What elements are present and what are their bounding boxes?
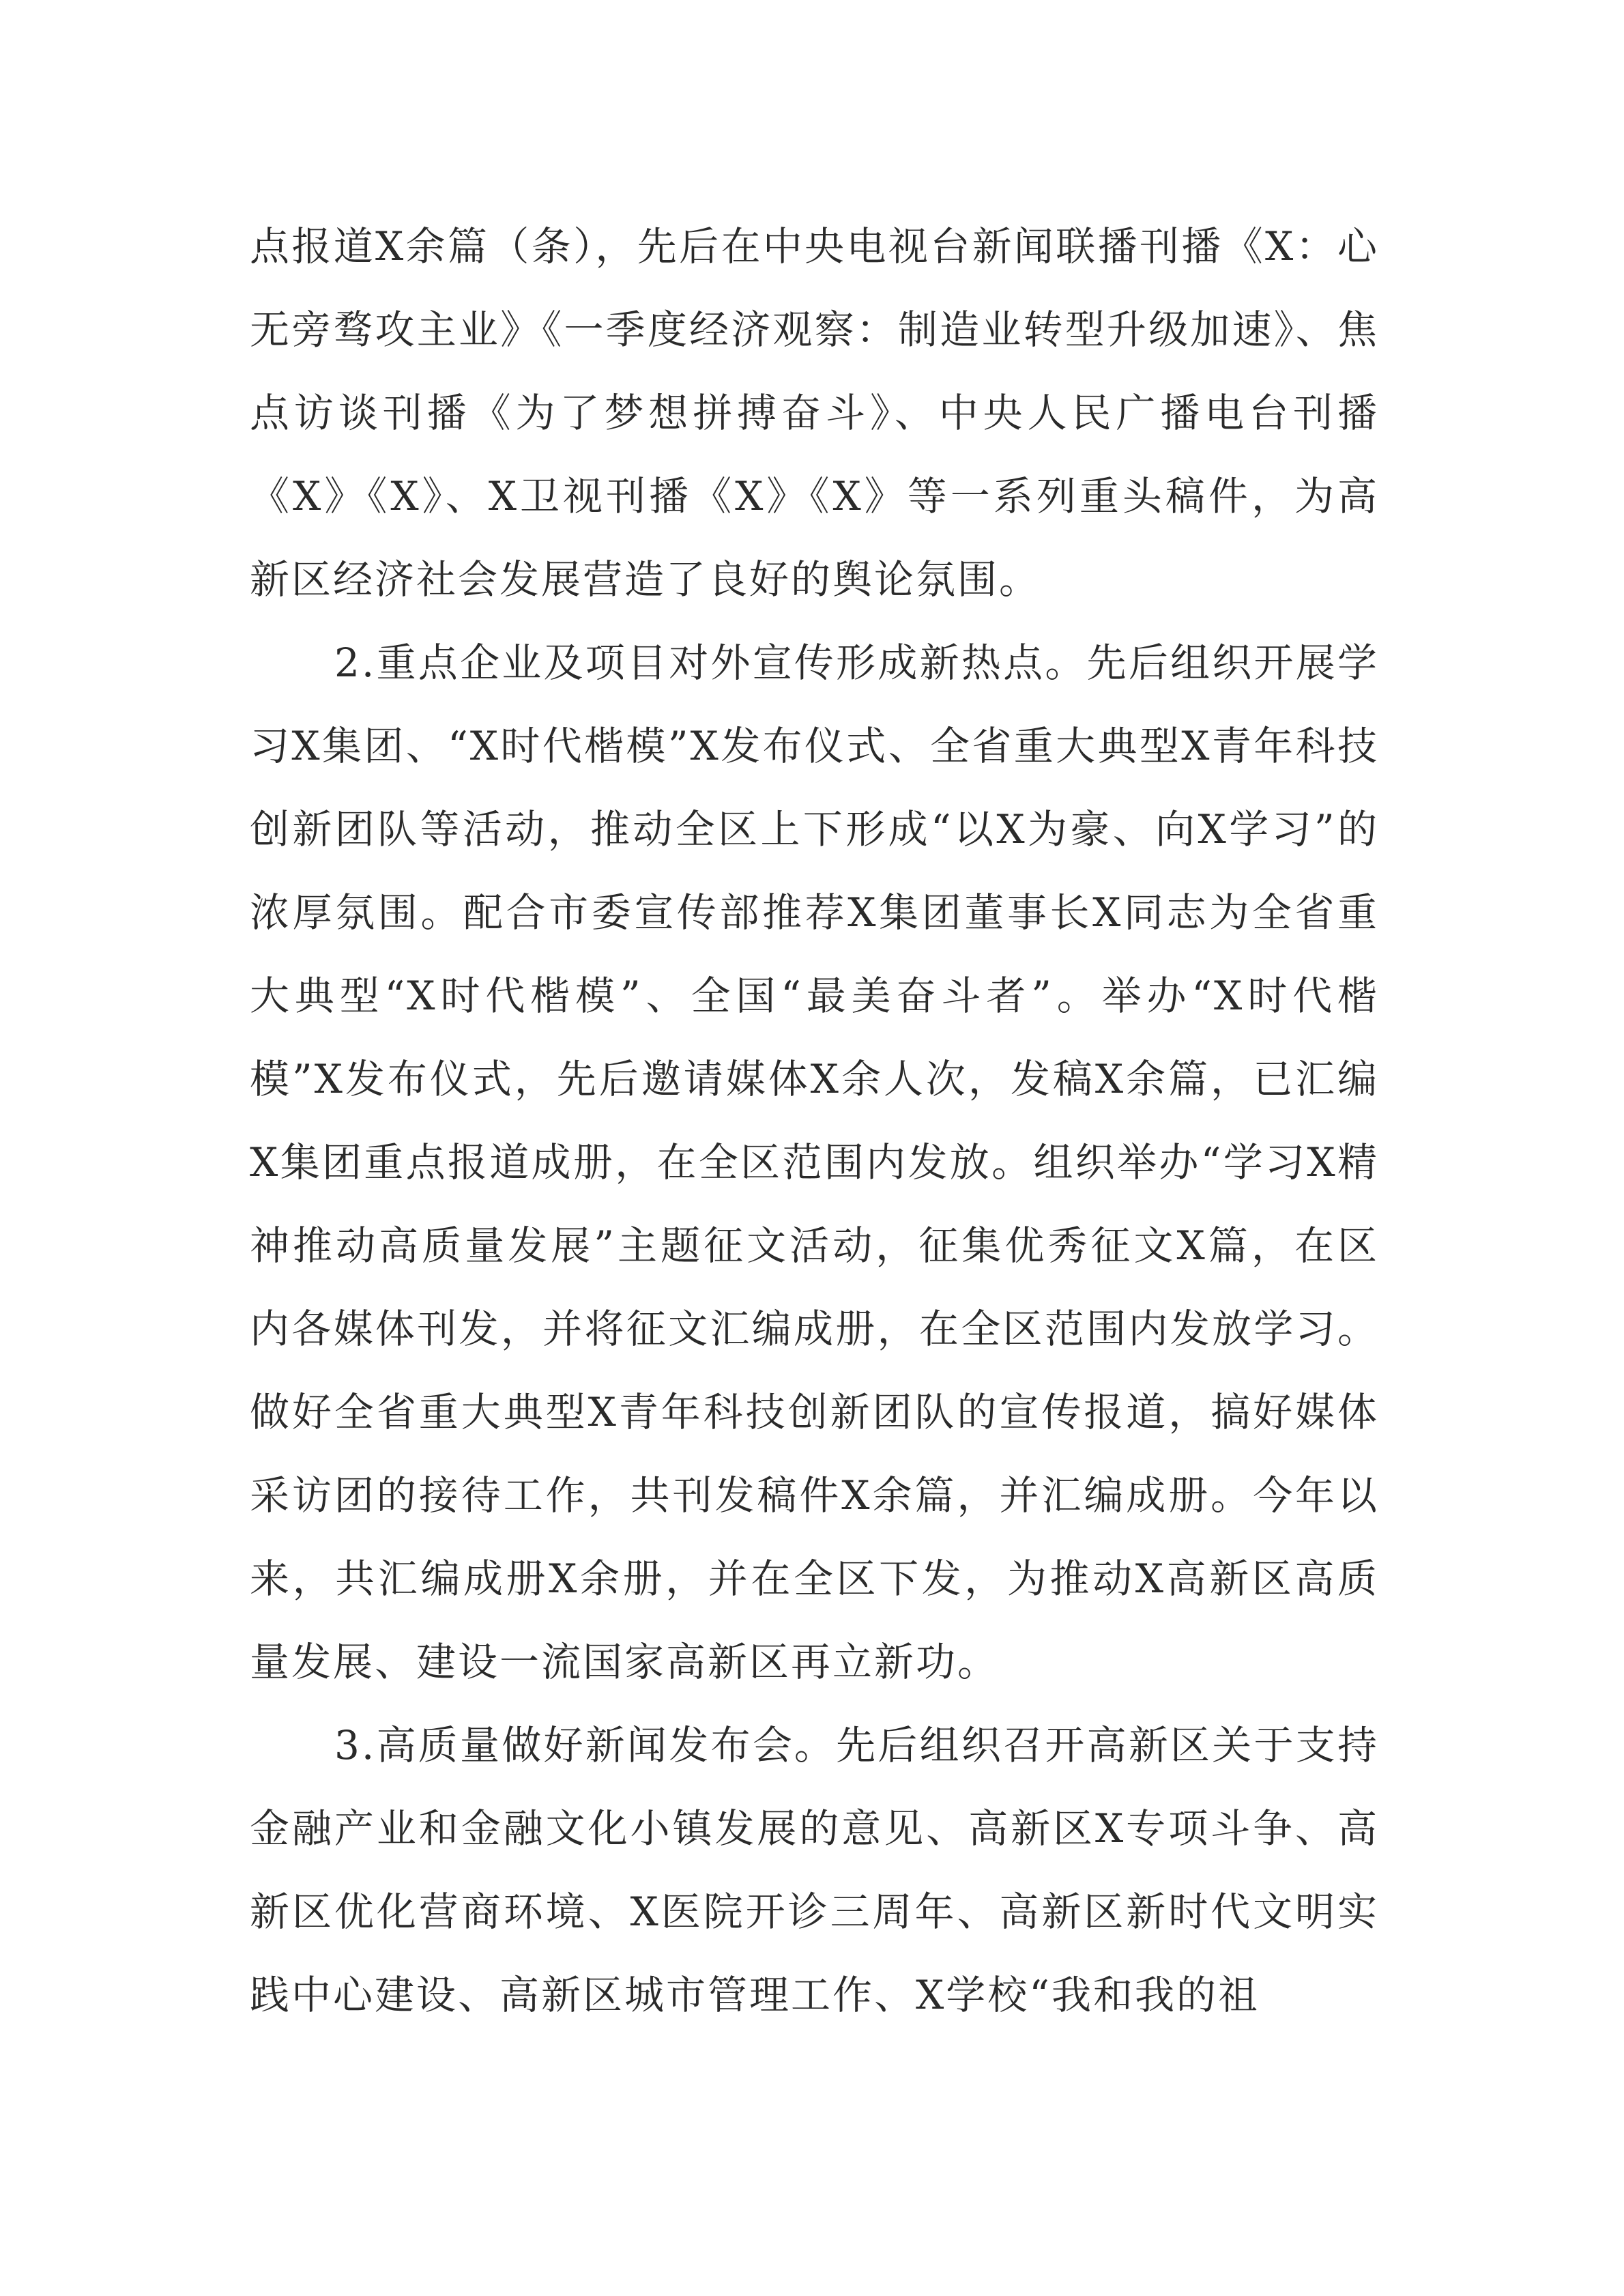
body-text [250,205,1379,2037]
paragraph-press-conferences: 3.高质量做好新闻发布会。先后组织召开高新区关于支持金融产业和金融文化小镇发展的意见、高新区X专项斗争、高新区优化营商环境、X医院开诊三周年、高新区新时代文明实践中心建设、高新区城市管理工作、X学校“我和我的祖 [250,1722,1379,2018]
paragraph-key-enterprises: 2.重点企业及项目对外宣传形成新热点。先后组织开展学习X集团、“X时代楷模”X发布仪式、全省重大典型X青年科技创新团队等活动，推动全区上下形成“以X为豪、向X学习”的浓厚氛围。配合市委宣传部推荐X集团董事长X同志为全省重大典型“X时代楷模”、全国“最美奋斗者”。举办“X时代楷模”X发布仪式，先后邀请媒体X余人次，发稿X余篇，已汇编X集团重点报道成册，在全区范围内发放。组织举办“学习X精神推动高质量发展”主题征文活动，征集优秀征文X篇，在区内各媒体刊发，并将征文汇编成册，在全区范围内发放学习。做好全省重大典型X青年科技创新团队的宣传报道，搞好媒体采访团的接待工作，共刊发稿件X余篇，并汇编成册。今年以来，共汇编成册X余册，并在全区下发，为推动X高新区高质量发展、建设一流国家高新区再立新功。 [250,640,1379,1685]
paragraph-continuation: 点报道X余篇（条），先后在中央电视台新闻联播刊播《X：心无旁骛攻主业》《一季度经济观察：制造业转型升级加速》、焦点访谈刊播《为了梦想拼搏奋斗》、中央人民广播电台刊播《X》《X》、X卫视刊播《X》《X》等一系列重头稿件，为高新区经济社会发展营造了良好的舆论氛围。 [250,223,1379,603]
